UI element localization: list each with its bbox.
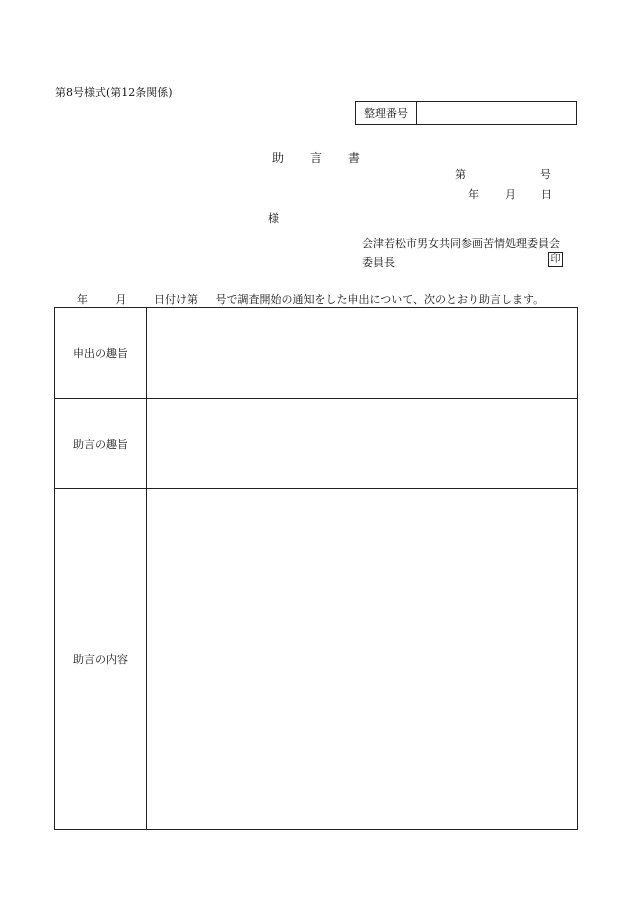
seal-mark: 印: [548, 252, 563, 267]
date-year: 年: [468, 188, 479, 201]
row-field[interactable]: [147, 489, 577, 829]
row-label: 申出の趣旨: [55, 308, 147, 398]
reference-number-label: 整理番号: [356, 102, 417, 124]
intro-dated: 日付け第: [154, 293, 198, 306]
intro-body: 号で調査開始の通知をした申出について、次のとおり助言します。: [215, 293, 545, 306]
issuer-chair: 委員長: [362, 256, 395, 269]
issuer-committee: 会津若松市男女共同参画苦情処理委員会: [362, 237, 560, 250]
form-id: 第8号様式(第12条関係): [55, 86, 173, 99]
advice-table: [54, 307, 578, 830]
intro-year: 年: [77, 293, 88, 306]
table-row: [55, 488, 577, 829]
doc-number-prefix: 第: [455, 168, 466, 181]
row-field[interactable]: [147, 399, 577, 488]
intro-text: [55, 291, 544, 307]
reference-number-field[interactable]: [417, 102, 576, 124]
table-row: [55, 398, 577, 488]
row-field[interactable]: [147, 308, 577, 398]
intro-month: 月: [115, 293, 127, 306]
document-title: 助言書: [272, 151, 387, 165]
date-day: 日: [541, 188, 552, 201]
doc-number-suffix: 号: [540, 168, 551, 181]
reference-number-box: [355, 101, 577, 125]
row-label: 助言の趣旨: [55, 399, 147, 488]
addressee-suffix: 様: [268, 212, 279, 225]
row-label: 助言の内容: [55, 489, 147, 829]
date-month: 月: [505, 188, 516, 201]
table-row: [55, 308, 577, 398]
